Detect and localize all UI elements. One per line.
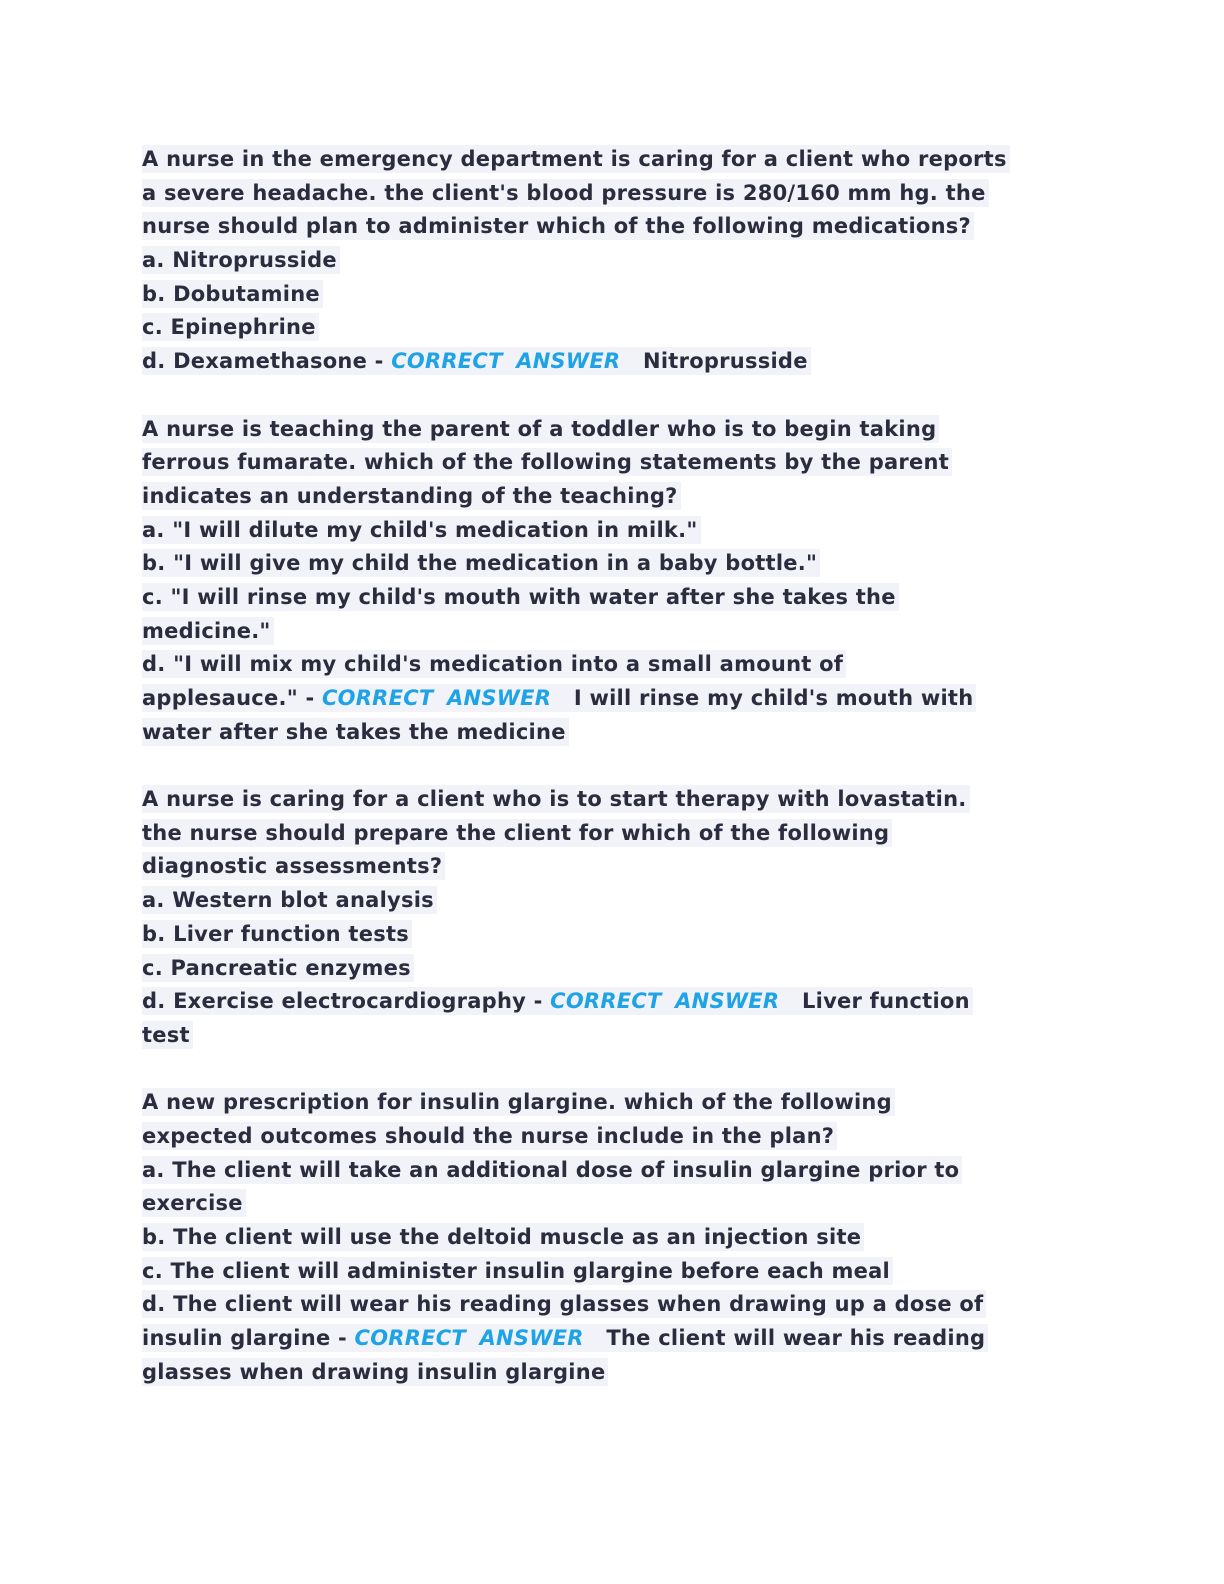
answer-option <box>142 615 1082 649</box>
question-stem-line <box>142 210 1082 244</box>
text: b. The client will use the deltoid muscle as an injection site <box>142 1223 864 1251</box>
text: the nurse should prepare the client for which of the following <box>142 819 892 847</box>
text: exercise <box>142 1189 246 1217</box>
text: indicates an understanding of the teaching? <box>142 482 681 510</box>
question-block-2 <box>142 413 1082 750</box>
question-stem-line <box>142 1086 1082 1120</box>
text: a. "I will dilute my child's medication in milk." <box>142 516 701 544</box>
correct-answer-continuation <box>142 716 1082 750</box>
text: A nurse is teaching the parent of a toddler who is to begin taking <box>142 415 939 443</box>
text: c. "I will rinse my child's mouth with water after she takes the <box>142 583 899 611</box>
answer-option <box>142 547 1082 581</box>
correct-answer-label: CORRECT ANSWER <box>391 349 621 374</box>
question-stem-line <box>142 413 1082 447</box>
correct-answer-continuation <box>142 1356 1082 1390</box>
text: medicine." <box>142 617 274 645</box>
correct-answer-text: The client will wear his reading <box>606 1326 986 1351</box>
question-stem-line <box>142 1120 1082 1154</box>
text: a. Western blot analysis <box>142 886 437 914</box>
answer-option-with-correct-answer <box>142 345 1082 379</box>
text: A nurse is caring for a client who is to start therapy with lovastatin. <box>142 785 970 813</box>
text: A new prescription for insulin glargine. which of the following <box>142 1088 895 1116</box>
correct-answer-label: CORRECT ANSWER <box>354 1326 584 1351</box>
answer-option-with-correct-answer <box>142 682 1082 716</box>
text: b. "I will give my child the medication in a baby bottle." <box>142 549 820 577</box>
question-stem-line <box>142 177 1082 211</box>
answer-option <box>142 581 1082 615</box>
question-block-4 <box>142 1086 1082 1389</box>
text: d. The client will wear his reading glasses when drawing up a dose of <box>142 1290 986 1318</box>
answer-option <box>142 1288 1082 1322</box>
text: a. The client will take an additional dose of insulin glargine prior to <box>142 1156 962 1184</box>
text: c. The client will administer insulin glargine before each meal <box>142 1257 893 1285</box>
correct-answer-text: Nitroprusside <box>643 349 808 374</box>
text: water after she takes the medicine <box>142 718 569 746</box>
correct-answer-label: CORRECT ANSWER <box>550 989 780 1014</box>
question-block-1 <box>142 143 1082 379</box>
correct-answer-label: CORRECT ANSWER <box>322 686 552 710</box>
text: ferrous fumarate. which of the following statements by the parent <box>142 448 952 476</box>
text: expected outcomes should the nurse include in the plan? <box>142 1122 837 1150</box>
question-stem-line <box>142 143 1082 177</box>
text: b. Liver function tests <box>142 920 412 948</box>
answer-option-with-correct-answer <box>142 1322 1082 1356</box>
answer-option <box>142 952 1082 986</box>
question-stem-line <box>142 783 1082 817</box>
option-text: d. Dexamethasone - <box>142 349 392 374</box>
answer-option <box>142 1154 1082 1188</box>
question-stem-line <box>142 817 1082 851</box>
text: a severe headache. the client's blood pressure is 280/160 mm hg. the <box>142 179 989 207</box>
answer-option <box>142 1221 1082 1255</box>
option-text: insulin glargine - <box>142 1326 355 1351</box>
text: diagnostic assessments? <box>142 852 445 880</box>
answer-option <box>142 648 1082 682</box>
document-page <box>142 143 1082 1423</box>
text: d. "I will mix my child's medication into a small amount of <box>142 650 846 678</box>
text: c. Pancreatic enzymes <box>142 954 414 982</box>
option-text: d. Exercise electrocardiography - <box>142 989 551 1014</box>
text: a. Nitroprusside <box>142 246 340 274</box>
text: b. Dobutamine <box>142 280 323 308</box>
answer-option <box>142 514 1082 548</box>
text: test <box>142 1021 193 1049</box>
answer-option <box>142 244 1082 278</box>
text: glasses when drawing insulin glargine <box>142 1358 608 1386</box>
question-stem-line <box>142 446 1082 480</box>
question-block-3 <box>142 783 1082 1053</box>
answer-option <box>142 918 1082 952</box>
correct-answer-continuation <box>142 1019 1082 1053</box>
correct-answer-text: I will rinse my child's mouth with <box>573 686 974 710</box>
answer-option <box>142 1255 1082 1289</box>
option-text: applesauce." - <box>142 686 322 710</box>
answer-option <box>142 311 1082 345</box>
answer-option-with-correct-answer <box>142 985 1082 1019</box>
correct-answer-text: Liver function <box>802 989 970 1014</box>
question-stem-line <box>142 850 1082 884</box>
answer-option <box>142 278 1082 312</box>
question-stem-line <box>142 480 1082 514</box>
answer-option <box>142 1187 1082 1221</box>
answer-option <box>142 884 1082 918</box>
text: c. Epinephrine <box>142 313 319 341</box>
text: nurse should plan to administer which of the following medications? <box>142 212 974 240</box>
text: A nurse in the emergency department is caring for a client who reports <box>142 145 1010 173</box>
